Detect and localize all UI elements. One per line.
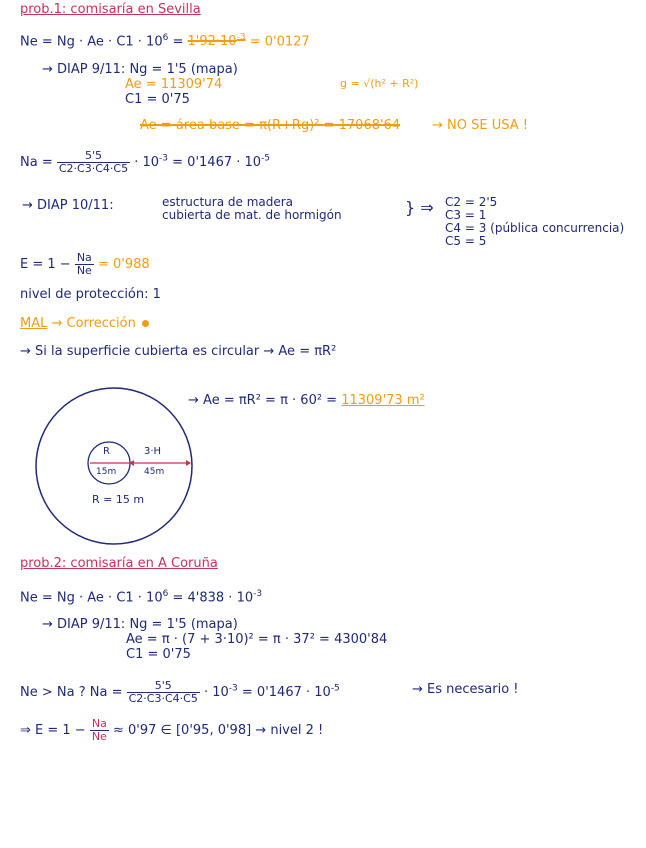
c3-value: C3 = 1 <box>445 208 487 222</box>
ne-formula: Ne = Ng · Ae · C1 · 10 <box>20 34 163 50</box>
problem2-ne-line: $Ne = Ng \cdot Ae \cdot C1 \cdot 10^6 = 4'838 \cdot 10^{-3}$ <box>20 589 263 606</box>
fig-R15-label: R = 15 m <box>92 493 145 506</box>
estructura-madera: estructura de madera <box>162 195 294 209</box>
c2-value: C2 = 2'5 <box>445 195 498 209</box>
cubierta-hormigon: cubierta de mat. de hormigón <box>162 208 342 222</box>
problem1-na-line: Na = $\frac{5'5}{C2\cdot C3\cdot C4\cdot C5}$ · $10^{-3} = 0'1467 \cdot 10^{-5}$ <box>20 149 271 175</box>
problem2-title: prob.2: comisaría en A Coruña <box>20 556 218 571</box>
ne-exponent: 6 <box>162 33 169 43</box>
c1-value: C1 = 0'75 <box>125 92 190 107</box>
ae-value: Ae = 11309'74 <box>125 77 223 92</box>
implies-brace: } ⇒ <box>405 198 434 217</box>
problem2-diap: → DIAP 9/11: Ng = 1'5 (mapa) <box>42 617 238 632</box>
e-fraction: $\frac{Na}{Ne}$ <box>76 251 92 277</box>
problem1-title: prob.1: comisaría en Sevilla <box>20 2 201 17</box>
e2-fraction: $\frac{Na}{Ne}$ <box>91 717 107 743</box>
problem2-c1: C1 = 0'75 <box>126 647 191 662</box>
nivel-proteccion: nivel de protección: 1 <box>20 287 161 302</box>
no-se-usa-note: → NO SE USA ! <box>432 118 528 133</box>
ae-calc-line: → Ae = πR² = π · 60² = 11309'73 m² <box>188 393 425 408</box>
problem1-e-line: E = 1 − $\frac{Na}{Ne}$ = 0'988 <box>20 251 150 277</box>
c5-value: C5 = 5 <box>445 234 487 248</box>
ne-result: = 0'0127 <box>249 34 310 50</box>
na-fraction: $\frac{5'5}{C2\cdot C3\cdot C4\cdot C5}$ <box>58 149 129 175</box>
ae-calc-result: 11309'73 m² <box>341 393 425 408</box>
es-necesario: → Es necesario ! <box>412 682 519 697</box>
problem1-ne-line: $Ne = Ng \cdot Ae \cdot C1 \cdot 10^6 = 1'92\cdot 10^{-3} = 0'0127$ <box>20 33 310 50</box>
na2-fraction: $\frac{5'5}{C2\cdot C3\cdot C4\cdot C5}$ <box>128 679 198 705</box>
problem2-ae: Ae = π · (7 + 3·10)² = π · 37² = 4300'84 <box>126 632 388 647</box>
problem2-e-line: ⇒ E = 1 − $\frac{Na}{Ne}$ ≈ 0'97 ∈ [0'95, 0'98] → nivel 2 ! <box>20 717 324 743</box>
c4-value: C4 = 3 (pública concurrencia) <box>445 221 625 235</box>
ne-strike-value: $1'92\cdot 10^{-3}$ <box>187 33 246 50</box>
fig-45m-label: 45m <box>144 467 165 477</box>
fig-R-label: R <box>103 446 110 457</box>
fig-3H-label: 3·H <box>144 446 162 457</box>
g-formula: g = √(h² + R²) <box>340 77 419 90</box>
fig-15m-label: 15m <box>96 467 117 477</box>
problem2-na-line: Ne > Na ? Na = $\frac{5'5}{C2\cdot C3\cdot C4\cdot C5}$ · $10^{-3} = 0'1467 \cdot 10^{-5}$ <box>20 679 340 705</box>
correccion-label: → Corrección <box>51 316 136 331</box>
mal-label: MAL <box>20 316 48 331</box>
diap-9-11: → DIAP 9/11: Ng = 1'5 (mapa) <box>42 62 238 77</box>
diap-10-11: → DIAP 10/11: <box>22 198 114 213</box>
crossed-area-note: Ae = área base = π(R+Rg)² = 17068'64 <box>140 118 401 133</box>
outer-circle <box>36 388 192 544</box>
circular-note: → Si la superficie cubierta es circular → Ae = πR² <box>20 344 337 359</box>
